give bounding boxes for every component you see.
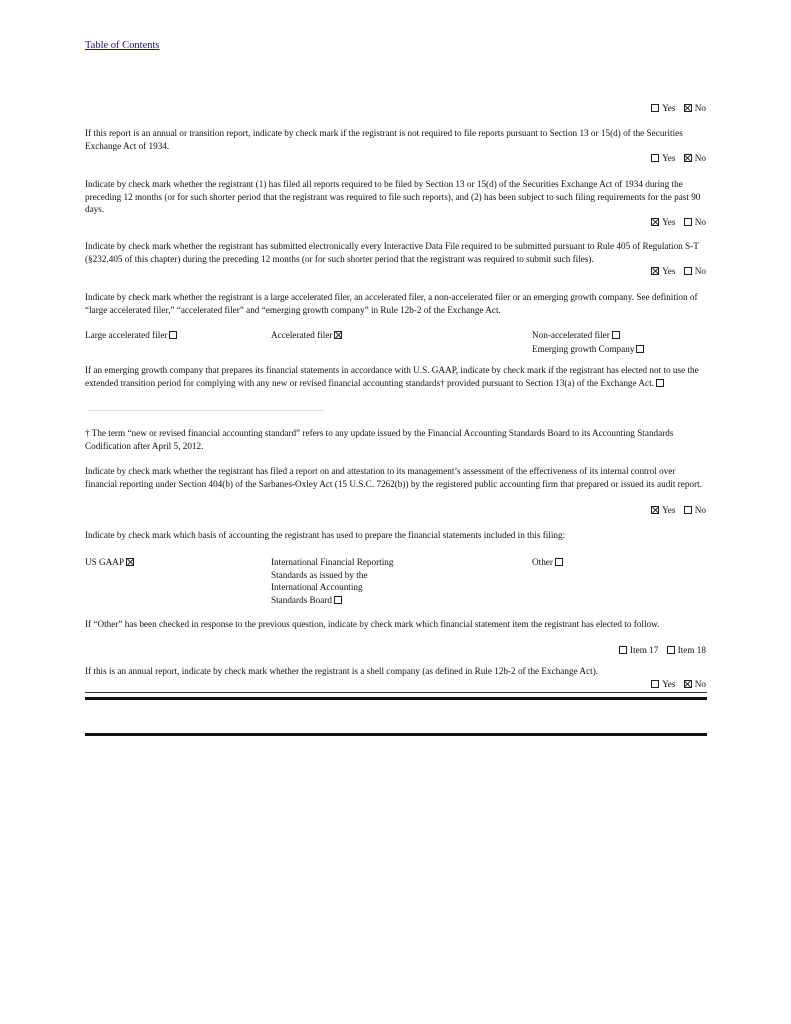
emerging-growth-option: Emerging growth Company	[532, 343, 647, 356]
yes-checkbox-1[interactable]	[651, 104, 659, 112]
yes-no-row-2: Yes No	[649, 152, 706, 165]
footnote-divider	[88, 410, 324, 411]
yes-checkbox-3[interactable]	[651, 218, 659, 226]
basis-paragraph: Indicate by check mark which basis of accounting the registrant has used to prepare the financial statements included in this filing:	[85, 530, 566, 540]
ifrs-option: International Financial Reporting Standards as issued by the International Accounting Standards Board	[271, 557, 394, 605]
egc-transition-paragraph: If an emerging growth company that prepares its financial statements in accordance with U.S. GAAP, indicate by check mark if the registrant has elected not to use the extended transition period for complying with any new or revised financial accounting standards† provided pursuant to Section 13(a) of the Exchange Act.	[85, 365, 699, 388]
section-rule-thick	[85, 697, 707, 700]
yes-no-row-3: Yes No	[649, 216, 706, 229]
no-checkbox-2[interactable]	[684, 154, 692, 162]
attestation-paragraph: Indicate by check mark whether the registrant has filed a report on and attestation to its management’s assessment of the effectiveness of its internal control over financial reporting under Section 404(b) of the Sarbanes-Oxley Act (15 U.S.C. 7262(b)) by the registered public accounting firm that prepared or issued its audit report.	[85, 466, 702, 489]
large-accelerated-filer-checkbox[interactable]	[169, 331, 177, 339]
non-accelerated-filer-option: Non-accelerated filer	[532, 329, 623, 342]
accelerated-filer-option: Accelerated filer	[271, 329, 345, 342]
yes-checkbox-2[interactable]	[651, 154, 659, 162]
other-basis-option: Other	[532, 556, 566, 569]
filed-reports-paragraph: Indicate by check mark whether the registrant (1) has filed all reports required to be filed by Section 13 or 15(d) of the Securities Exchange Act of 1934 during the preceding 12 months (or for such shorter period that the registrant was required to file such reports), and (2) has been subject to such filing requirements for the past 90 days.	[85, 179, 701, 215]
table-of-contents-link[interactable]: Table of Contents	[85, 40, 160, 51]
shell-company-paragraph: If this is an annual report, indicate by check mark whether the registrant is a shell company (as defined in Rule 12b-2 of the Exchange Act).	[85, 666, 599, 676]
large-accelerated-filer-option: Large accelerated filer	[85, 329, 180, 342]
no-checkbox-3[interactable]	[684, 218, 692, 226]
yes-no-row-1: Yes No	[649, 102, 706, 115]
yes-checkbox-4[interactable]	[651, 267, 659, 275]
no-checkbox-5[interactable]	[684, 506, 692, 514]
page-end-rule	[85, 733, 707, 736]
filer-status-paragraph: Indicate by check mark whether the registrant is a large accelerated filer, an accelerated filer, a non-accelerated filer or an emerging growth company. See definition of “large accelerated filer,” “accelerated filer” and “emerging growth company” in Rule 12b-2 of the Exchange Act.	[85, 292, 698, 315]
not-required-paragraph: If this report is an annual or transition report, indicate by check mark if the registrant is not required to file reports pursuant to Section 13 or 15(d) of the Securities Exchange Act of 1934.	[85, 128, 683, 151]
yes-no-row-4: Yes No	[649, 265, 706, 278]
emerging-growth-checkbox[interactable]	[636, 345, 644, 353]
us-gaap-option: US GAAP	[85, 556, 137, 569]
yes-no-row-5: Yes No	[649, 504, 706, 517]
no-checkbox-6[interactable]	[684, 680, 692, 688]
no-checkbox-1[interactable]	[684, 104, 692, 112]
interactive-data-paragraph: Indicate by check mark whether the registrant has submitted electronically every Interactive Data File required to be submitted pursuant to Rule 405 of Regulation S-T (§232.405 of this chapter) during the preceding 12 months (or for such shorter period that the registrant was required to submit such files).	[85, 241, 699, 264]
yes-no-row-6: Yes No	[649, 678, 706, 691]
item-17-checkbox[interactable]	[619, 646, 627, 654]
other-basis-checkbox[interactable]	[555, 558, 563, 566]
yes-checkbox-5[interactable]	[651, 506, 659, 514]
non-accelerated-filer-checkbox[interactable]	[612, 331, 620, 339]
item-choice-row: Item 17 Item 18	[617, 644, 706, 657]
accelerated-filer-checkbox[interactable]	[334, 331, 342, 339]
section-rule-thin	[85, 692, 707, 693]
us-gaap-checkbox[interactable]	[126, 558, 134, 566]
ifrs-checkbox[interactable]	[334, 596, 342, 604]
no-checkbox-4[interactable]	[684, 267, 692, 275]
other-item-paragraph: If “Other” has been checked in response to the previous question, indicate by check mark which financial statement item the registrant has elected to follow.	[85, 619, 660, 629]
yes-checkbox-6[interactable]	[651, 680, 659, 688]
footnote-paragraph: † The term “new or revised financial accounting standard” refers to any update issued by the Financial Accounting Standards Board to its Accounting Standards Codification after April 5, 2012.	[85, 428, 674, 451]
item-18-checkbox[interactable]	[667, 646, 675, 654]
egc-transition-checkbox[interactable]	[656, 379, 664, 387]
